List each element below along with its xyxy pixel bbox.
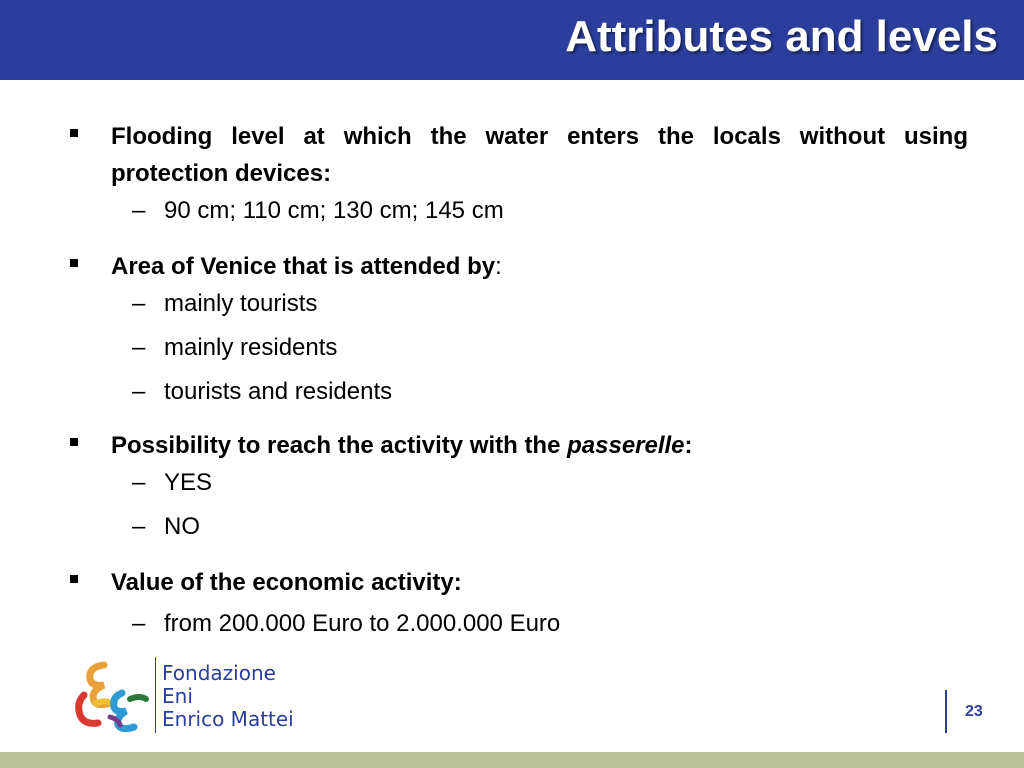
- bullet-suffix: :: [495, 253, 502, 280]
- dash-icon: –: [132, 513, 146, 540]
- sub-item-text: mainly residents: [164, 334, 338, 361]
- slide-title: Attributes and levels: [565, 12, 998, 61]
- bullet-group: [70, 118, 968, 226]
- bullet-italic-term: passerelle: [567, 432, 685, 459]
- sub-item-text: mainly tourists: [164, 290, 318, 317]
- bullet-text: Flooding level at which the water enters the locals without using protection devices:: [111, 123, 968, 187]
- dash-icon: –: [132, 610, 146, 637]
- logo-line-1: Fondazione: [162, 661, 276, 685]
- square-bullet-icon: [70, 438, 78, 446]
- bullet-group: [70, 564, 968, 639]
- bullet-item: [70, 564, 968, 601]
- square-bullet-icon: [70, 129, 78, 137]
- bullet-item: [70, 118, 968, 192]
- sub-item-text: tourists and residents: [164, 378, 393, 405]
- page-number-divider: [945, 690, 947, 733]
- sub-item-text: 90 cm; 110 cm; 130 cm; 145 cm: [164, 197, 504, 224]
- dash-icon: –: [132, 290, 146, 317]
- logo-divider: [155, 657, 156, 733]
- dash-icon: –: [132, 469, 146, 496]
- dash-icon: –: [132, 197, 146, 224]
- logo-wordmark: [162, 662, 294, 731]
- sub-item: [70, 333, 968, 363]
- logo-line-3: Enrico Mattei: [162, 707, 294, 731]
- bullet-text: Possibility to reach the activity with the: [111, 432, 568, 459]
- square-bullet-icon: [70, 259, 78, 267]
- bullet-item: [70, 248, 968, 285]
- dash-icon: –: [132, 334, 146, 361]
- header-banner: [0, 0, 1024, 80]
- sub-item: [70, 377, 968, 407]
- bullet-item: [70, 427, 968, 464]
- sub-item: [70, 196, 968, 226]
- bullet-text: Value of the economic activity:: [111, 569, 462, 596]
- bullet-text: Area of Venice that is attended by: [111, 253, 496, 280]
- sub-item: [70, 289, 968, 319]
- square-bullet-icon: [70, 575, 78, 583]
- logo-line-2: Eni: [162, 684, 193, 708]
- bullet-group: [70, 248, 968, 407]
- sub-item: [70, 512, 968, 542]
- slide-content: [70, 118, 968, 639]
- bullet-group: [70, 427, 968, 542]
- sub-item-text: from 200.000 Euro to 2.000.000 Euro: [164, 610, 561, 637]
- sub-item: [70, 468, 968, 498]
- footer-bar: [0, 752, 1024, 768]
- sub-item: [70, 609, 968, 639]
- page-number: 23: [965, 703, 983, 720]
- dash-icon: –: [132, 378, 146, 405]
- sub-item-text: NO: [164, 513, 200, 540]
- bullet-suffix: :: [684, 432, 693, 459]
- sub-item-text: YES: [164, 469, 213, 496]
